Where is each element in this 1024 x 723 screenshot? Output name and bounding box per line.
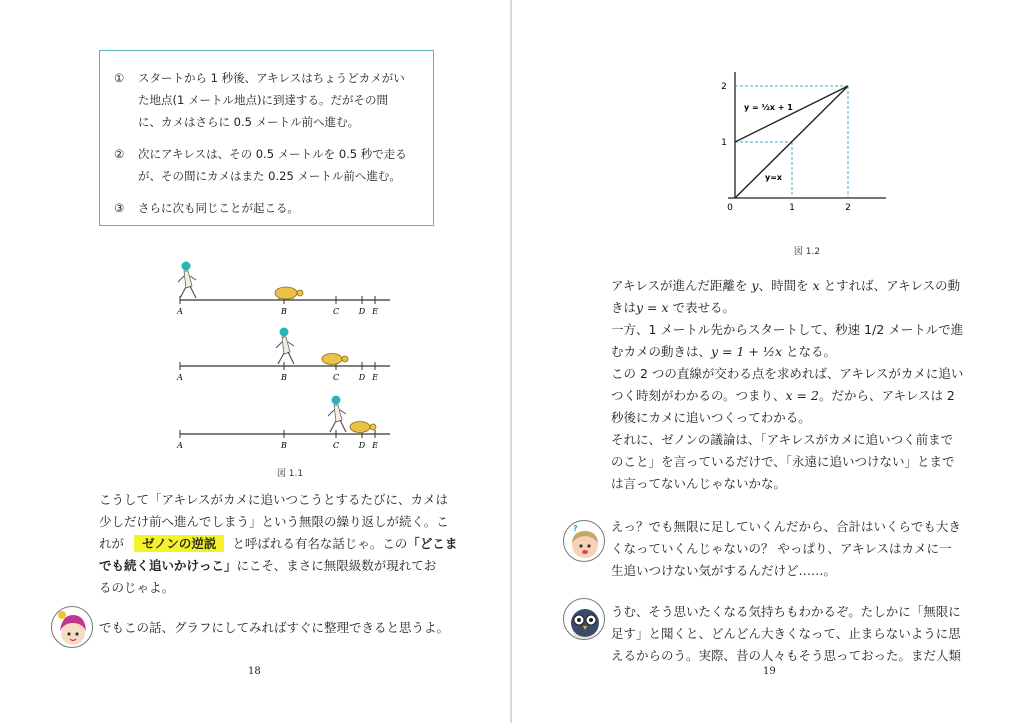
para-text: むカメの動きは、 xyxy=(611,344,712,359)
label-a-3: A xyxy=(177,441,183,450)
para-text: とすれば、アキレスの動 xyxy=(823,278,961,293)
label-c-1: C xyxy=(332,307,340,316)
para-line: えるからのう。実際、昔の人々もそう思っておった。まだ人類 xyxy=(611,648,962,663)
para-text: で表せる。 xyxy=(672,300,736,315)
line-half-x-plus-1 xyxy=(735,86,848,142)
para-line xyxy=(611,297,981,319)
tortoise-icon xyxy=(275,287,303,300)
left-page xyxy=(0,0,511,723)
math-eq: x = 2 xyxy=(785,388,819,403)
girl-avatar-icon xyxy=(51,606,93,648)
para-line: この 2 つの直線が交わる点を求めれば、アキレスがカメに追い xyxy=(611,366,964,381)
para-line: 生追いつけない気がするんだけど……。 xyxy=(611,563,837,578)
paragraph-zeno xyxy=(99,489,469,599)
label-line-half: y = ½x + 1 xyxy=(744,103,793,112)
page-number-left: 18 xyxy=(248,666,261,677)
paragraph-graph xyxy=(611,275,981,495)
para-line: は言ってないんじゃないかな。 xyxy=(611,476,787,491)
step-3-number: ③ xyxy=(114,201,125,215)
step-2-line-1: 次にアキレスは、その 0.5 メートルを 0.5 秒で走る xyxy=(138,147,407,161)
para-line: 足す」と聞くと、どんどん大きくなって、止まらないように思 xyxy=(611,626,961,641)
math-eq: y = 1 + ½x xyxy=(711,344,783,359)
step-3 xyxy=(114,197,421,219)
step-2-line-2: が、その間にカメはまた 0.25 メートル前へ進む。 xyxy=(138,169,401,183)
tortoise-icon xyxy=(350,422,376,433)
math-x: x xyxy=(812,278,820,293)
step-1-line-1: スタートから 1 秒後、アキレスはちょうどカメがい xyxy=(138,71,405,85)
para-line: うむ、そう思いたくなる気持ちもわかるぞ。たしかに「無限に xyxy=(611,604,961,619)
runner-icon xyxy=(276,328,294,365)
label-d-1: D xyxy=(358,307,366,316)
x-tick-0: 0 xyxy=(727,203,733,213)
para-text: となる。 xyxy=(786,344,837,359)
para-line xyxy=(99,533,469,555)
step-1-line-2: た地点(1 メートル地点)に到達する。だがその間 xyxy=(138,93,388,107)
speech-girl: でもこの話、グラフにしてみればすぐに整理できると思うよ。 xyxy=(99,620,450,635)
runner-icon xyxy=(178,262,196,299)
x-tick-2: 2 xyxy=(845,203,851,213)
figure-1-caption: 図 1.1 xyxy=(276,469,304,479)
highlight-zeno-paradox: ゼノンの逆説 xyxy=(134,535,224,552)
para-line: 秒後にカメに追いつくってわかる。 xyxy=(611,410,811,425)
steps-box xyxy=(99,50,434,226)
label-a-1: A xyxy=(177,307,183,316)
x-tick-1: 1 xyxy=(789,203,795,213)
para-line xyxy=(611,275,981,297)
step-3-text xyxy=(138,197,421,219)
math-y: y xyxy=(751,278,759,293)
para-text: きは xyxy=(611,300,637,315)
speech-boy xyxy=(611,516,981,582)
page-number-right: 19 xyxy=(763,666,776,677)
para-line: るのじゃよ。 xyxy=(99,580,175,595)
step-1-number: ① xyxy=(114,71,125,85)
label-e-3: E xyxy=(372,441,378,450)
label-d-2: D xyxy=(358,373,366,382)
bold-text: 「どこま xyxy=(407,536,458,551)
bold-text: でも続く追いかけっこ」 xyxy=(99,558,237,573)
para-line: 一方、1 メートル先からスタートして、秒速 1/2 メートルで進 xyxy=(611,322,964,337)
line-graph-figure xyxy=(710,70,890,220)
label-b-1: B xyxy=(281,307,287,316)
step-3-line-1: さらに次も同じことが起こる。 xyxy=(138,201,299,215)
boy-avatar-icon xyxy=(563,520,605,562)
para-text: アキレスが進んだ距離を xyxy=(611,278,748,293)
label-line-x: y=x xyxy=(765,173,783,182)
label-a-2: A xyxy=(177,373,183,382)
label-b-2: B xyxy=(281,373,287,382)
label-b-3: B xyxy=(281,441,287,450)
para-line xyxy=(99,555,469,577)
para-line: えっ？でも無限に足していくんだから、合計はいくらでも大き xyxy=(611,519,961,534)
para-text: と呼ばれる有名な話じゃ。この xyxy=(232,536,408,551)
tortoise-icon xyxy=(322,354,348,365)
para-line: こうして「アキレスがカメに追いつこうとするたびに、カメは xyxy=(99,492,449,507)
para-line: くなっていくんじゃないの？ やっぱり、アキレスはカメに一 xyxy=(611,541,952,556)
para-text: れが xyxy=(99,536,125,551)
svg-text:?: ? xyxy=(573,524,578,533)
speech-professor xyxy=(611,601,981,667)
para-text: つく時刻がわかるの。つまり、 xyxy=(611,388,786,403)
label-c-2: C xyxy=(332,373,340,382)
step-2-number: ② xyxy=(114,147,125,161)
label-c-3: C xyxy=(332,441,340,450)
label-e-1: E xyxy=(372,307,378,316)
step-1 xyxy=(114,67,421,133)
para-line: 少しだけ前へ進んでしまう」という無限の繰り返しが続く。こ xyxy=(99,514,449,529)
runner-icon xyxy=(328,396,346,433)
para-line xyxy=(611,341,981,363)
para-line xyxy=(611,385,981,407)
para-text: にこそ、まさに無限級数が現れてお xyxy=(236,558,437,573)
para-text: 、時間を xyxy=(758,278,809,293)
y-tick-1: 1 xyxy=(721,138,727,148)
para-text: 。だから、アキレスは 2 xyxy=(818,388,955,403)
achilles-tortoise-figure xyxy=(160,252,400,462)
step-1-line-3: に、カメはさらに 0.5 メートル前へ進む。 xyxy=(138,115,360,129)
label-e-2: E xyxy=(372,373,378,382)
step-2-text xyxy=(138,143,421,187)
para-line: それに、ゼノンの議論は、「アキレスがカメに追いつく前まで xyxy=(611,432,954,447)
para-line: のこと」を言っているだけで、「永遠に追いつけない」とまで xyxy=(611,454,955,469)
figure-2-caption: 図 1.2 xyxy=(793,247,821,257)
step-1-text xyxy=(138,67,421,133)
label-d-3: D xyxy=(358,441,366,450)
math-eq: y = x xyxy=(636,300,669,315)
step-2 xyxy=(114,143,421,187)
owl-professor-avatar-icon xyxy=(563,598,605,640)
y-tick-2: 2 xyxy=(721,82,727,92)
